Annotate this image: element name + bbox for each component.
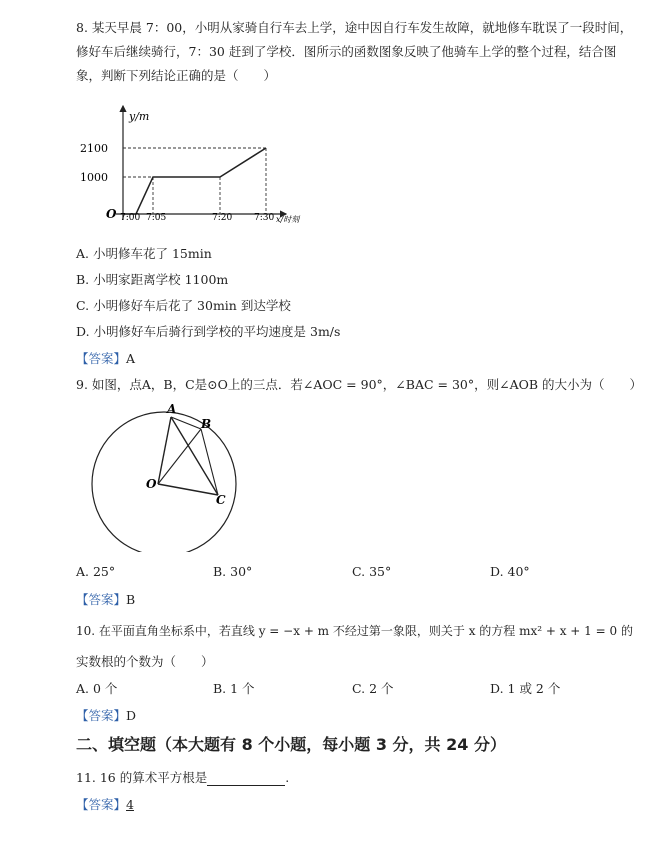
y-tick-1000: 1000 [80, 171, 108, 184]
q10-option-d: D. 1 或 2 个 [490, 681, 561, 696]
point-b: B [201, 417, 212, 431]
point-c: C [216, 493, 226, 507]
answer-label: 【答案】 [76, 592, 127, 607]
point-a: A [167, 402, 177, 416]
answer-value: A [126, 351, 136, 366]
q10-text-line2: 实数根的个数为（ ） [76, 654, 214, 669]
q8-option-b: B. 小明家距离学校 1100m [76, 272, 229, 287]
x-tick-705: 7:05 [146, 213, 167, 223]
x-tick-700: 7:00 [120, 213, 141, 223]
x-axis-label: x/时刻 [276, 215, 300, 224]
answer-label: 【答案】 [76, 351, 127, 366]
q10-answer [76, 706, 136, 724]
q8-option-c: C. 小明修好车后花了 30min 到达学校 [76, 298, 291, 313]
q11-text [76, 768, 289, 786]
q10-text-line1: 10. 在平面直角坐标系中，若直线 y = −x + m 不经过第一象限，则关于 x 的方程 mx² + x + 1 = 0 的 [76, 624, 633, 638]
q8-text: 8. 某天早晨 7：00，小明从家骑自行车去上学，途中因自行车发生故障，就地修车耽误了一段时间，修好车后继续骑行，7：30 赶到了学校．图所示的函数图象反映了他骑车上学的整个过程，结合图象，判断下列结论正确的是（ ） [76, 20, 633, 83]
distance-line [123, 148, 266, 214]
q8-distance-time-graph [76, 100, 316, 228]
x-tick-730: 7:30 [254, 213, 275, 223]
answer-value: B [126, 592, 136, 607]
q11-text-after: . [285, 770, 290, 785]
q9-circle-figure [86, 402, 246, 552]
q9-answer [76, 590, 135, 608]
answer-label: 【答案】 [76, 797, 127, 812]
q8-answer [76, 349, 135, 367]
x-tick-720: 7:20 [212, 213, 233, 223]
origin-label: O [106, 207, 117, 221]
q10-option-c: C. 2 个 [352, 681, 394, 696]
y-tick-2100: 2100 [80, 142, 108, 155]
q9-option-d: D. 40° [490, 564, 530, 579]
y-axis-label: y/m [129, 110, 150, 123]
q11-text-before: 11. 16 的算术平方根是 [76, 770, 208, 785]
answer-blank [207, 771, 285, 786]
q9-option-c: C. 35° [352, 564, 392, 579]
q8-option-a: A. 小明修车花了 15min [76, 246, 212, 261]
q8-option-d: D. 小明修好车后骑行到学校的平均速度是 3m/s [76, 324, 341, 339]
answer-value: 4 [126, 797, 134, 812]
q9-option-a: A. 25° [76, 564, 116, 579]
q10-option-b: B. 1 个 [213, 681, 255, 696]
q9-option-b: B. 30° [213, 564, 253, 579]
section-title: 二、填空题（本大题有 8 个小题，每小题 3 分，共 24 分） [76, 735, 506, 754]
answer-value: D [126, 708, 137, 723]
q11-answer [76, 795, 134, 813]
point-o: O [146, 477, 157, 491]
q10-option-a: A. 0 个 [76, 681, 118, 696]
q9-text: 9. 如图，点A，B，C是⊙O上的三点．若∠AOC = 90°，∠BAC = 30°，则∠AOB 的大小为（ ） [76, 377, 643, 392]
answer-label: 【答案】 [76, 708, 127, 723]
